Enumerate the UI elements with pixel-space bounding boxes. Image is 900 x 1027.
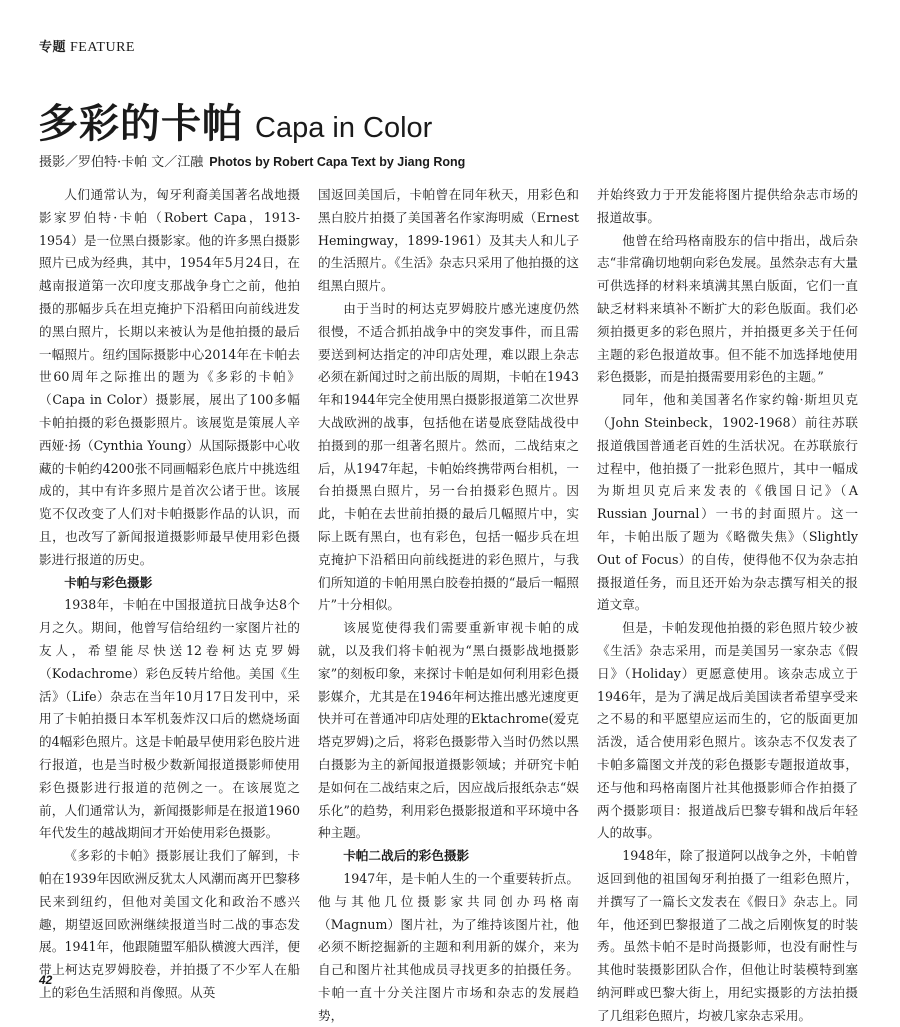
paragraph: 该展览使得我们需要重新审视卡帕的成就，以及我们将卡帕视为“黑白摄影战地摄影家”的刻板印象，来探讨卡帕是如何利用彩色摄影媒介，尤其是在1946年柯达推出感光速度更快并可在普通冲印店处理的Ektachrome(爱克塔克罗姆)之后，将彩色摄影带入当时仍然以黑白摄影为主的新闻报道摄影领域；并研究卡帕是如何在二战结束之后，因应战后报纸杂志“娱乐化”的趋势，利用彩色摄影报道和平环境中各种主题。	[318, 620, 579, 841]
paragraph: 由于当时的柯达克罗姆胶片感光速度仍然很慢，不适合抓拍战争中的突发事件，而且需要送到柯达指定的冲印店处理，难以跟上杂志必须在新闻过时之前出版的周期，卡帕在1943年和1944年完全使用黑白摄影报道第二次世界大战欧洲的战事，包括他在诺曼底登陆战役中拍摄到的那一组著名照片。然而，二战结束之后，从1947年起，卡帕始终携带两台相机，一台拍摄黑白照片，另一台拍摄彩色照片。因此，卡帕在去世前拍摄的最后几幅照片中，实际上既有黑白，也有彩色，包括一幅步兵在坦克掩护下沿稻田向前线挺进的彩色照片，与我们所知道的卡帕用黑白胶卷拍摄的“最后一幅照片”十分相似。	[318, 300, 579, 613]
paragraph: 但是，卡帕发现他拍摄的彩色照片较少被《生活》杂志采用，而是美国另一家杂志《假日》（Holiday）更愿意使用。该杂志成立于1946年，是为了满足战后美国读者希望享受来之不易的和平愿望应运而生的，它的版面更加活泼，适合使用彩色照片。该杂志不仅发表了卡帕多篇图文并茂的彩色摄影专题报道故事，还与他和玛格南图片社其他摄影师合作拍摄了两个摄影项目：报道战后巴黎专辑和战后年轻人的故事。	[597, 620, 858, 841]
section-tag	[39, 36, 135, 56]
paragraph: 他曾在给玛格南股东的信中指出，战后杂志“非常确切地朝向彩色发展。虽然杂志有大量可供选择的材料来填满其黑白版面，它们一直缺乏材料来填补不断扩大的彩色版面。我们必须拍摄更多的彩色照片，并拍摄更多关于任何主题的彩色报道故事。但不能不加选择地使用彩色摄影，而是拍摄需要用彩色的主题。”	[597, 232, 858, 385]
paragraph: 1947年，是卡帕人生的一个重要转折点。他与其他几位摄影家共同创办玛格南（Magnum）图片社，为了维持该图片社，他必须不断挖掘新的主题和利用新的媒介，来为自己和图片社其他成员寻找更多的拍摄任务。卡帕一直十分关注图片市场和杂志的发展趋势，	[318, 870, 579, 1023]
article-title-en: Capa in Color	[255, 112, 433, 144]
paragraph: 国返回美国后，卡帕曾在同年秋天，用彩色和黑白胶片拍摄了美国著名作家海明威（Ernest Hemingway，1899-1961）及其夫人和儿子的生活照片。《生活》杂志只采用了他拍摄的这组黑白照片。	[318, 187, 579, 294]
article-credits	[39, 151, 465, 170]
article-title-zh: 多彩的卡帕	[38, 101, 243, 147]
text-column-2	[318, 184, 579, 1027]
paragraph: 同年，他和美国著名作家约翰·斯坦贝克（John Steinbeck，1902-1968）前往苏联报道俄国普通老百姓的生活状况。在苏联旅行过程中，他拍摄了一批彩色照片，其中一幅成为斯坦贝克后来发表的《俄国日记》（A Russian Journal）一书的封面照片。这一年，卡帕出版了题为《略微失焦》（Slightly Out of Focus）的自传，使得他不仅为杂志拍摄报道任务，而且还开始为杂志撰写相关的报道文章。	[597, 392, 858, 613]
paragraph: 1938年，卡帕在中国报道抗日战争达8个月之久。期间，他曾写信给纽约一家图片社的友人，希望能尽快送12卷柯达克罗姆（Kodachrome）彩色反转片给他。美国《生活》（Life）杂志在当年10月17日发刊中，采用了卡帕拍摄日本军机轰炸汉口后的燃烧场面的4幅彩色照片。这是卡帕最早使用彩色胶片进行报道，也是当时极少数新闻报道摄影师使用彩色摄影进行报道的范例之一。在该展览之前，人们通常认为，新闻摄影师是在报道1960年代发生的越战期间才开始使用彩色摄影。	[39, 597, 300, 841]
page-number: 42	[39, 973, 53, 987]
credits-en: Photos by Robert Capa Text by Jiang Rong	[209, 155, 466, 169]
section-tag-zh: 专题	[39, 40, 67, 55]
section-heading: 卡帕与彩色摄影	[64, 574, 153, 590]
text-column-1	[39, 184, 300, 1005]
credits-zh: 摄影／罗伯特·卡帕 文／江融	[39, 155, 204, 170]
section-tag-en: FEATURE	[70, 40, 135, 55]
paragraph: 人们通常认为，匈牙利裔美国著名战地摄影家罗伯特·卡帕（Robert Capa，1913-1954）是一位黑白摄影家。他的许多黑白摄影照片已成为经典，其中，1954年5月24日，在越南报道第一次印度支那战争身亡之前，他拍摄的那幅步兵在坦克掩护下沿稻田向前线进发的黑白照片，长期以来被认为是他拍摄的最后一幅照片。纽约国际摄影中心2014年在卡帕去世60周年之际推出的题为《多彩的卡帕》（Capa in Color）摄影展，展出了100多幅卡帕拍摄的彩色摄影照片。该展览是策展人辛西娅·扬（Cynthia Young）从国际摄影中心收藏的卡帕约4200张不同画幅彩色底片中挑选组成的，其中有许多照片是首次公诸于世。该展览不仅改变了人们对卡帕摄影作品的认识，而且，也改写了新闻报道摄影师最早使用彩色摄影进行报道的历史。	[39, 187, 300, 567]
paragraph: 1948年，除了报道阿以战争之外，卡帕曾返回到他的祖国匈牙利拍摄了一组彩色照片，并撰写了一篇长文发表在《假日》杂志上。同年，他还到巴黎报道了二战之后刚恢复的时装秀。虽然卡帕不是时尚摄影师，也没有耐性与其他时装摄影团队合作，但他让时装模特到塞纳河畔或巴黎大街上，用纪实摄影的方法拍摄了几组彩色照片，均被几家杂志采用。	[597, 848, 858, 1023]
section-heading: 卡帕二战后的彩色摄影	[343, 848, 470, 864]
article-title	[38, 92, 432, 149]
paragraph: 《多彩的卡帕》摄影展让我们了解到，卡帕在1939年因欧洲反犹太人风潮而离开巴黎移民来到纽约，但他对美国文化和政治不感兴趣，期望返回欧洲继续报道当时二战的事态发展。1941年，他跟随盟军船队横渡大西洋，便带上柯达克罗姆胶卷，并拍摄了不少军人在船上的彩色生活照和肖像照。从英	[39, 848, 300, 1000]
paragraph: 并始终致力于开发能将图片提供给杂志市场的报道故事。	[597, 187, 858, 225]
text-column-3	[597, 184, 858, 1027]
